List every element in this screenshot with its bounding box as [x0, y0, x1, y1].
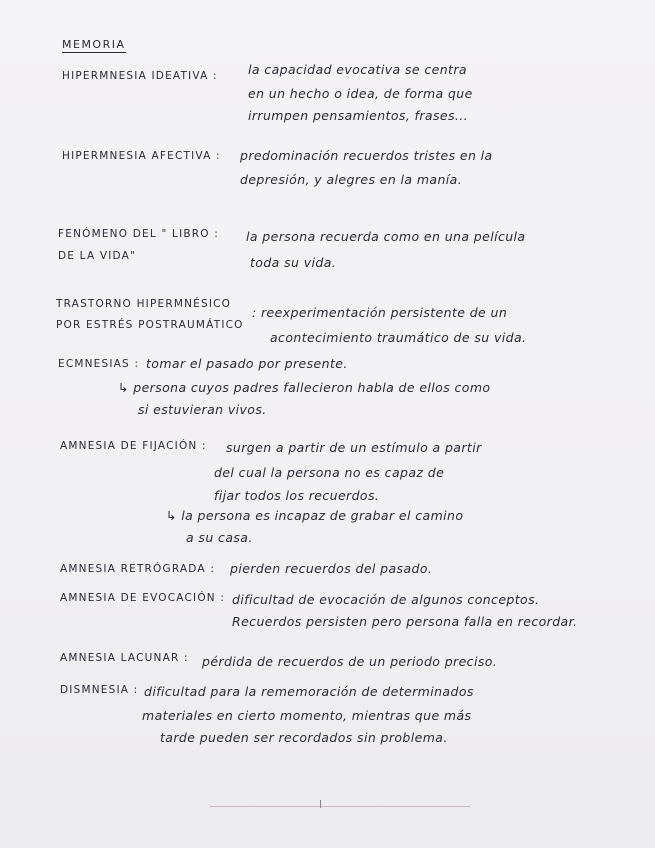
term-amnesia-lacunar: AMNESIA LACUNAR : — [60, 652, 189, 664]
definition-line: la capacidad evocativa se centra — [248, 62, 467, 77]
definition-line: acontecimiento traumático de su vida. — [270, 330, 527, 345]
example-line: ↳ la persona es incapaz de grabar el camino — [166, 508, 464, 523]
definition-line: depresión, y alegres en la manía. — [240, 172, 463, 187]
term-amnesia-evocacion: AMNESIA DE EVOCACIÓN : — [60, 592, 226, 604]
example-line: ↳ persona cuyos padres fallecieron habla de ellos como — [118, 380, 491, 395]
example-line: a su casa. — [186, 530, 253, 545]
definition-line: : reexperimentación persistente de un — [252, 305, 508, 320]
example-line: si estuvieran vivos. — [138, 402, 267, 417]
page-bottom-tick — [320, 800, 321, 808]
definition-line: del cual la persona no es capaz de — [214, 465, 445, 480]
term-fenomeno-libro-vida: FENÓMENO DEL " LIBRO : — [58, 228, 220, 240]
definition-line: la persona recuerda como en una película — [246, 229, 526, 244]
term-ecmnesias: ECMNESIAS : — [58, 358, 140, 370]
term-hipermnesia-ideativa: HIPERMNESIA IDEATIVA : — [62, 70, 218, 82]
definition-line: irrumpen pensamientos, frases... — [248, 108, 468, 123]
definition-line: surgen a partir de un estímulo a partir — [226, 440, 482, 455]
definition-line: dificultad para la rememoración de determinados — [144, 684, 474, 699]
term-amnesia-fijacion: AMNESIA DE FIJACIÓN : — [60, 440, 207, 452]
term-dismnesia: DISMNESIA : — [60, 684, 139, 696]
definition-line: fijar todos los recuerdos. — [214, 488, 380, 503]
term-amnesia-retrograda: AMNESIA RETRÓGRADA : — [60, 563, 216, 575]
definition-line: tarde pueden ser recordados sin problema. — [160, 730, 448, 745]
definition-line: pierden recuerdos del pasado. — [230, 561, 433, 576]
definition-line: toda su vida. — [250, 255, 337, 270]
term-trastorno-hipermnesico-2: POR ESTRÉS POSTRAUMÁTICO — [56, 319, 244, 331]
definition-line: tomar el pasado por presente. — [146, 356, 348, 371]
page-title: MEMORIA — [62, 38, 126, 51]
definition-line: predominación recuerdos tristes en la — [240, 148, 493, 163]
term-fenomeno-libro-vida-2: DE LA VIDA" — [58, 250, 137, 262]
definition-line: dificultad de evocación de algunos conceptos. — [232, 592, 540, 607]
definition-line: Recuerdos persisten pero persona falla en recordar. — [232, 614, 578, 629]
term-trastorno-hipermnesico: TRASTORNO HIPERMNÉSICO — [56, 298, 232, 310]
definition-line: en un hecho o idea, de forma que — [248, 86, 473, 101]
definition-line: materiales en cierto momento, mientras que más — [142, 708, 472, 723]
term-hipermnesia-afectiva: HIPERMNESIA AFECTIVA : — [62, 150, 221, 162]
definition-line: pérdida de recuerdos de un periodo preciso. — [202, 654, 498, 669]
page-bottom-stroke — [210, 806, 470, 807]
